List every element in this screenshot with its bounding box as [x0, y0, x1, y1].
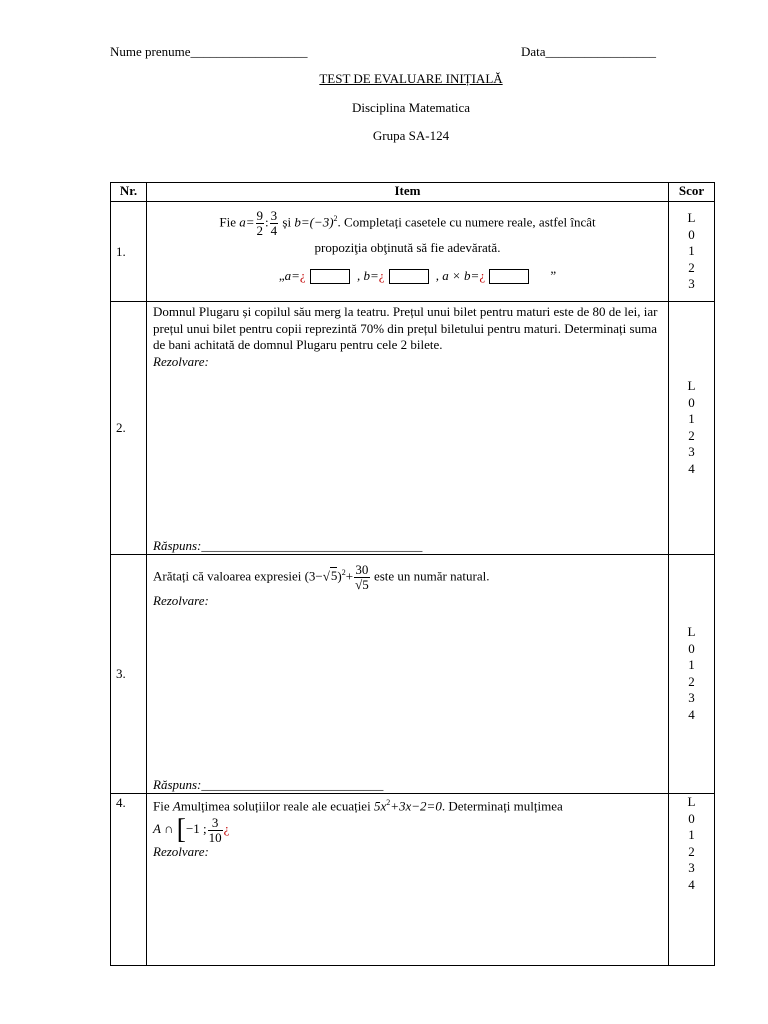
q3-text-pre: Arătați că valoarea expresiei [153, 568, 305, 584]
q1-score-cell [669, 202, 715, 302]
q2-statement: Domnul Plugaru și copilul său merg la teatru. Prețul unui bilet pentru maturi este de 80 de lei, iar prețul unui bilet pentru copii reprezintă 70% din prețul biletului pentru maturi. Determinați suma de bani achitată de domnul Plugaru pentru cele 2 bilete. [153, 304, 658, 352]
q3-score-list [669, 555, 714, 723]
q4-text-pre: Fie [153, 798, 173, 814]
q4-item [147, 794, 669, 966]
q1-answer-box-b[interactable] [389, 269, 429, 284]
q4-score-level: 3 [688, 860, 695, 875]
q1-a-label: a= [284, 267, 300, 283]
q3-plus: + [345, 568, 354, 584]
q1-line2: propoziţia obţinută să fie adevărată. [314, 239, 501, 255]
q4-text-post: . Determinați mulțimea [441, 798, 563, 814]
q4-eq-rest: +3x−2=0 [390, 798, 442, 814]
q2-rezolvare-label: Rezolvare: [153, 353, 209, 369]
q3-score-level: 2 [688, 673, 695, 689]
q1-nr-cell [111, 202, 147, 302]
group-label: Grupa SA-124 [372, 128, 450, 143]
q4-score-cell [669, 794, 715, 966]
q4-bracket: [ [176, 814, 186, 846]
q4-statement [147, 794, 668, 814]
q4-score-level: 0 [688, 810, 695, 826]
q1-frac2: $\frac{3}{4}$ [270, 207, 278, 238]
q4-inv-q: ¿ [223, 821, 230, 837]
q4-score-level: 2 [688, 843, 695, 859]
q4-score-level: 4 [688, 876, 695, 892]
discipline-label: Disciplina Matematica [351, 100, 471, 115]
name-field-label: Nume prenume__________________ [110, 44, 308, 59]
q4-text-mid: mulțimea soluțiilor reale ale ecuației [180, 798, 374, 814]
q1-close-quote: ” [550, 267, 557, 283]
q1-si: și [279, 214, 295, 230]
q4-score-level: L [687, 794, 696, 809]
q1-inv-q-ab: ¿ [479, 267, 486, 283]
q2-score-cell [669, 302, 715, 555]
q3-number: 3. [116, 666, 126, 681]
q1-frac1: $\frac{9}{2}$ [256, 207, 264, 238]
q1-exp: 2 [333, 214, 338, 223]
q2-score-level: 0 [688, 394, 695, 410]
q2-number: 2. [116, 420, 126, 435]
q2-score-level: 3 [688, 444, 695, 459]
q1-score-level: 3 [688, 276, 695, 291]
q2-score-level: L [687, 378, 696, 393]
q1-text-pre: Fie [219, 214, 240, 230]
q4-frac: $\frac{3}{10}$ [208, 814, 222, 845]
q1-inv-q-a: ¿ [299, 267, 306, 283]
date-field-label: Data_________________ [521, 44, 657, 59]
q3-sqrt5: 5 [330, 568, 338, 584]
q1-answer-line [147, 268, 668, 285]
q3-exp: 2 [341, 568, 346, 577]
q1-ab-label: , a × b= [435, 267, 480, 283]
q3-expr-open: (3−√ [304, 568, 330, 584]
q4-score-level: 1 [688, 827, 695, 842]
header-nr: Nr. [111, 183, 147, 202]
q1-score-level: 0 [688, 226, 695, 242]
q1-score-level: L [687, 210, 696, 225]
q1-open-quote: „ [278, 267, 285, 283]
q4-minus1: −1 ; [185, 821, 207, 837]
q3-score-level: L [687, 624, 696, 639]
q4-set-a: A ∩ [153, 821, 174, 837]
q2-score-level: 1 [688, 411, 695, 426]
q3-score-level: 3 [688, 690, 695, 705]
q1-a-eq: a= [239, 214, 255, 230]
q2-score-list [669, 302, 714, 477]
q3-score-level: 4 [688, 706, 695, 722]
q3-frac: $\frac{30}{√5}$ [355, 561, 369, 592]
q1-item [147, 202, 669, 302]
q4-eq-5x: 5x [373, 798, 387, 814]
q1-b-label: , b= [356, 267, 379, 283]
q3-raspuns-line[interactable]: Răspuns:____________________________ [153, 777, 384, 792]
q2-score-level: 2 [688, 427, 695, 443]
q3-text-post: este un număr natural. [370, 568, 490, 584]
q4-score-list [669, 794, 714, 893]
q3-score-cell [669, 555, 715, 794]
q1-answer-box-a[interactable] [310, 269, 350, 284]
q4-nr-cell [111, 794, 147, 966]
header-score: Scor [669, 183, 715, 202]
q3-score-level: 0 [688, 640, 695, 656]
q3-nr-cell [111, 555, 147, 794]
header-item: Item [147, 183, 669, 202]
q1-colon: : [265, 214, 269, 230]
q1-number: 1. [116, 244, 126, 259]
q4-a-var: A [172, 798, 181, 814]
q1-score-level: 2 [688, 259, 695, 275]
q2-item [147, 302, 669, 555]
q2-score-level: 4 [688, 460, 695, 476]
q4-exp: 2 [386, 798, 391, 807]
q2-nr-cell [111, 302, 147, 555]
q1-statement [147, 205, 668, 238]
q1-score-list [669, 202, 714, 293]
q1-b-eq: b=(−3) [294, 214, 334, 230]
q3-statement [147, 555, 668, 593]
evaluation-table [110, 182, 715, 966]
q1-score-level: 1 [688, 243, 695, 258]
test-title: TEST DE EVALUARE INIȚIALĂ [319, 71, 503, 86]
q3-score-level: 1 [688, 657, 695, 672]
q1-text-post: . Completați casetele cu numere reale, astfel încât [337, 214, 596, 230]
q3-item [147, 555, 669, 794]
q1-inv-q-b: ¿ [378, 267, 385, 283]
q3-rezolvare-label: Rezolvare: [153, 593, 209, 609]
q3-expr-close: ) [337, 568, 342, 584]
q4-number: 4. [116, 795, 126, 810]
q1-answer-box-ab[interactable] [489, 269, 529, 284]
q4-rezolvare-label: Rezolvare: [153, 844, 209, 860]
q2-raspuns-line[interactable]: Răspuns:__________________________________ [153, 538, 423, 553]
q4-set-expr [147, 814, 668, 844]
